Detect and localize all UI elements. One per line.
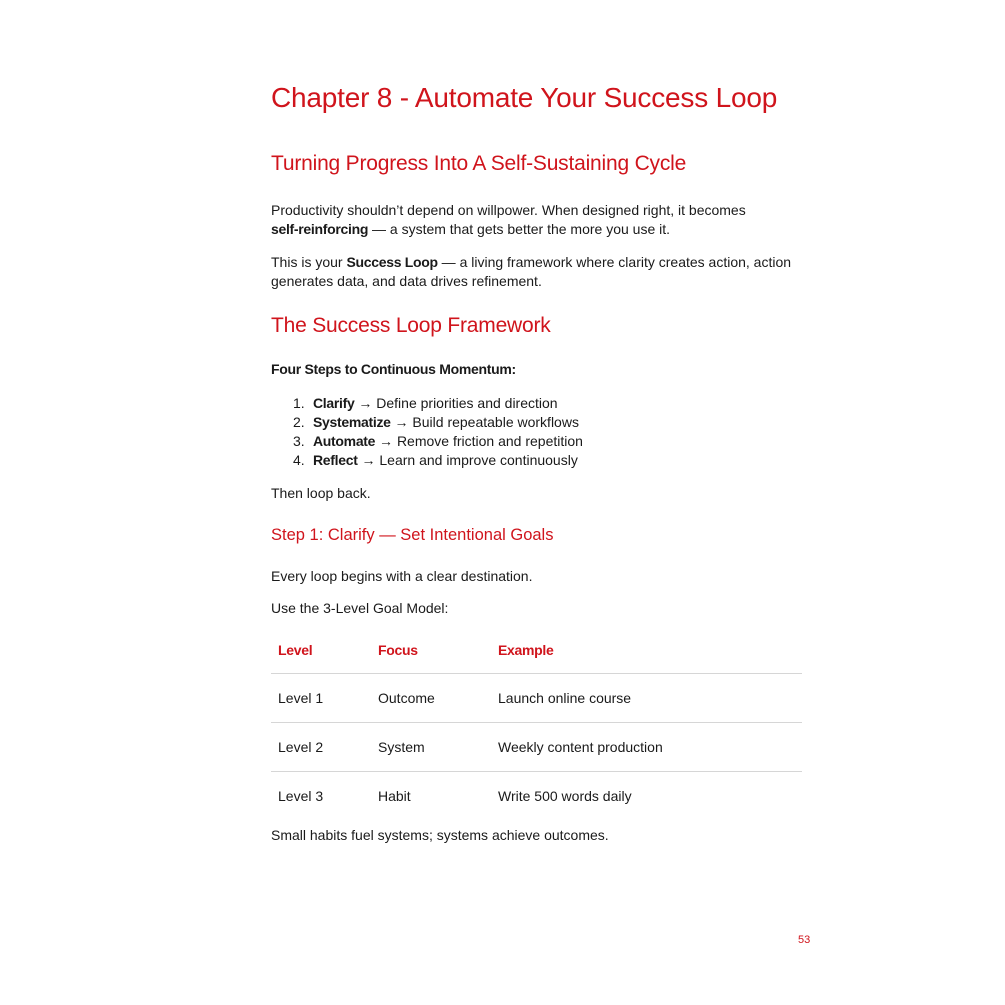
table-header-row — [271, 628, 802, 674]
table-row — [271, 674, 802, 723]
table-cell-focus: Habit — [378, 788, 411, 804]
step-number: 2. — [293, 414, 305, 430]
table-row — [271, 723, 802, 772]
list-item — [293, 394, 583, 413]
intro-bold-term: self-reinforcing — [271, 221, 369, 237]
section-heading-framework: The Success Loop Framework — [271, 314, 551, 337]
step-description: → Define priorities and direction — [354, 395, 558, 411]
step-number: 3. — [293, 433, 305, 449]
table-header-focus: Focus — [378, 642, 418, 658]
four-steps-subheading: Four Steps to Continuous Momentum: — [271, 361, 516, 377]
closing-paragraph: Small habits fuel systems; systems achieve outcomes. — [271, 827, 609, 843]
table-cell-level: Level 2 — [278, 739, 324, 755]
step-name: Systematize — [313, 414, 391, 430]
chapter-title: Chapter 8 - Automate Your Success Loop — [271, 82, 778, 113]
table-header-example: Example — [498, 642, 554, 658]
table-cell-example: Launch online course — [498, 690, 632, 706]
page-number: 53 — [798, 934, 811, 946]
success-loop-bold-term: Success Loop — [346, 254, 438, 270]
table-cell-level: Level 1 — [278, 690, 324, 706]
table-row — [271, 772, 802, 820]
step-description: → Remove friction and repetition — [375, 433, 583, 449]
success-loop-text-b: — a living framework where clarity creates action, action generates data, and data drives refinement. — [271, 254, 792, 289]
table-header-level: Level — [278, 642, 313, 658]
step1-paragraph-destination: Every loop begins with a clear destination. — [271, 568, 533, 584]
table-cell-focus: System — [378, 739, 425, 755]
loop-back-text: Then loop back. — [271, 485, 371, 501]
intro-paragraph — [271, 201, 816, 239]
step1-heading: Step 1: Clarify — Set Intentional Goals — [271, 526, 554, 544]
document-page — [271, 0, 816, 1005]
step-description: → Learn and improve continuously — [357, 452, 578, 468]
intro-text-a: Productivity shouldn’t depend on willpower. When designed right, it becomes — [271, 202, 746, 218]
table-cell-example: Write 500 words daily — [498, 788, 632, 804]
table-cell-example: Weekly content production — [498, 739, 663, 755]
step-description: → Build repeatable workflows — [390, 414, 579, 430]
success-loop-paragraph — [271, 253, 816, 291]
list-item — [293, 413, 583, 432]
goal-model-table — [271, 628, 802, 820]
table-cell-level: Level 3 — [278, 788, 324, 804]
step1-paragraph-goal-model: Use the 3-Level Goal Model: — [271, 600, 449, 616]
step-name: Automate — [313, 433, 376, 449]
table-cell-focus: Outcome — [378, 690, 435, 706]
list-item — [293, 451, 583, 470]
success-loop-text-a: This is your — [271, 254, 347, 270]
list-item — [293, 432, 583, 451]
step-name: Clarify — [313, 395, 355, 411]
step-number: 4. — [293, 452, 305, 468]
steps-list — [293, 394, 583, 470]
intro-text-b: — a system that gets better the more you use it. — [368, 221, 671, 237]
step-number: 1. — [293, 395, 305, 411]
step-name: Reflect — [313, 452, 358, 468]
section-heading-turning-progress: Turning Progress Into A Self-Sustaining Cycle — [271, 152, 687, 175]
